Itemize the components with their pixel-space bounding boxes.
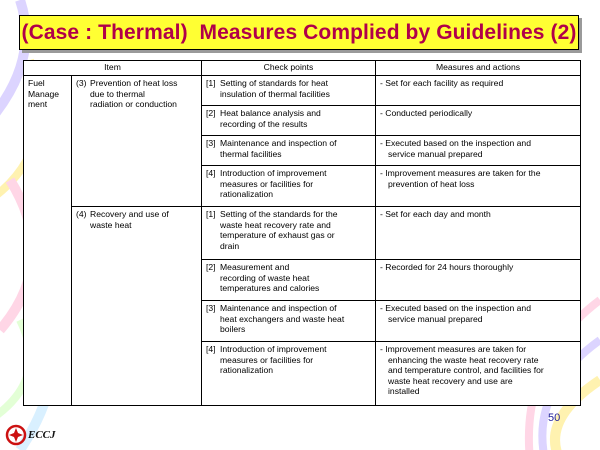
check-point-cell — [202, 301, 376, 342]
measure-text: service manual prepared — [388, 148, 483, 159]
check-text: temperature of exhaust gas or — [220, 230, 335, 241]
check-text: boilers — [220, 324, 246, 335]
measure-text: - Improvement measures are taken for — [380, 344, 527, 354]
measure-text: service manual prepared — [388, 313, 483, 324]
check-text: measures or facilities for — [220, 354, 314, 365]
check-text: insulation of thermal facilities — [220, 88, 330, 99]
check-text: Measurement and — [220, 262, 290, 272]
check-number: [2] — [206, 108, 216, 118]
item-text: radiation or conduction — [90, 99, 177, 110]
check-point-cell — [202, 106, 376, 136]
check-text: measures or facilities for — [220, 178, 314, 189]
check-text: Maintenance and inspection of — [220, 138, 337, 148]
measure-cell — [376, 136, 581, 166]
check-text: Setting of standards for heat — [220, 78, 328, 88]
category-line: ment — [28, 99, 48, 110]
item-cell — [72, 207, 202, 406]
measure-cell — [376, 342, 581, 406]
check-point-cell — [202, 342, 376, 406]
check-text: Heat balance analysis and — [220, 108, 321, 118]
measure-cell — [376, 166, 581, 207]
measure-cell — [376, 301, 581, 342]
item-text: due to thermal — [90, 88, 145, 99]
measure-cell — [376, 76, 581, 106]
check-number: [2] — [206, 262, 216, 272]
check-text: Maintenance and inspection of — [220, 303, 337, 313]
category-line: Manage — [28, 88, 60, 99]
measure-text: - Set for each day and month — [380, 209, 491, 219]
category-cell — [24, 76, 72, 406]
measure-text: - Set for each facility as required — [380, 78, 504, 88]
check-text: Introduction of improvement — [220, 344, 327, 354]
measure-text: - Recorded for 24 hours thoroughly — [380, 262, 514, 272]
check-number: [1] — [206, 78, 216, 88]
check-text: Setting of the standards for the — [220, 209, 338, 219]
check-number: [3] — [206, 138, 216, 148]
check-point-cell — [202, 207, 376, 260]
check-number: [1] — [206, 209, 216, 219]
check-point-cell — [202, 260, 376, 301]
check-point-cell — [202, 166, 376, 207]
measure-text: - Improvement measures are taken for the — [380, 168, 541, 178]
check-text: thermal facilities — [220, 148, 282, 159]
measure-cell — [376, 106, 581, 136]
table-row — [24, 207, 581, 260]
slide-title: (Case : Thermal) Measures Complied by Guidelines (2) — [21, 20, 577, 44]
check-text: drain — [220, 240, 240, 251]
check-text: Introduction of improvement — [220, 168, 327, 178]
measure-cell — [376, 207, 581, 260]
logo-text: ECCJ — [28, 429, 56, 441]
guidelines-table — [23, 60, 581, 406]
check-point-cell — [202, 136, 376, 166]
item-text: waste heat — [90, 219, 132, 230]
measure-cell — [376, 260, 581, 301]
table-header-row — [24, 61, 581, 76]
check-text: rationalization — [220, 365, 274, 376]
check-point-cell — [202, 76, 376, 106]
measure-text: - Executed based on the inspection and — [380, 138, 531, 148]
check-text: recording of waste heat — [220, 272, 310, 283]
check-number: [4] — [206, 168, 216, 178]
measure-text: prevention of heat loss — [388, 178, 475, 189]
check-text: heat exchangers and waste heat — [220, 313, 345, 324]
item-number: (3) — [76, 78, 87, 88]
item-number: (4) — [76, 209, 87, 219]
header-measures: Measures and actions — [376, 61, 581, 76]
header-check-points: Check points — [202, 61, 376, 76]
measure-text: - Executed based on the inspection and — [380, 303, 531, 313]
header-item: Item — [24, 61, 202, 76]
measure-text: enhancing the waste heat recovery rate — [388, 354, 539, 365]
item-text: Recovery and use of — [90, 209, 169, 219]
measure-text: installed — [388, 386, 420, 397]
check-text: rationalization — [220, 189, 274, 200]
measure-text: - Conducted periodically — [380, 108, 473, 118]
check-text: waste heat recovery rate and — [220, 219, 331, 230]
slide-title-box — [19, 15, 579, 50]
item-cell — [72, 76, 202, 207]
check-text: recording of the results — [220, 118, 308, 129]
table-row — [24, 76, 581, 106]
measure-text: waste heat recovery and use are — [388, 375, 513, 386]
check-number: [3] — [206, 303, 216, 313]
page-number: 50 — [548, 412, 561, 424]
category-line: Fuel — [28, 78, 45, 88]
measure-text: and temperature control, and facilities for — [388, 365, 544, 376]
item-text: Prevention of heat loss — [90, 78, 178, 88]
check-text: temperatures and calories — [220, 283, 320, 294]
check-number: [4] — [206, 344, 216, 354]
